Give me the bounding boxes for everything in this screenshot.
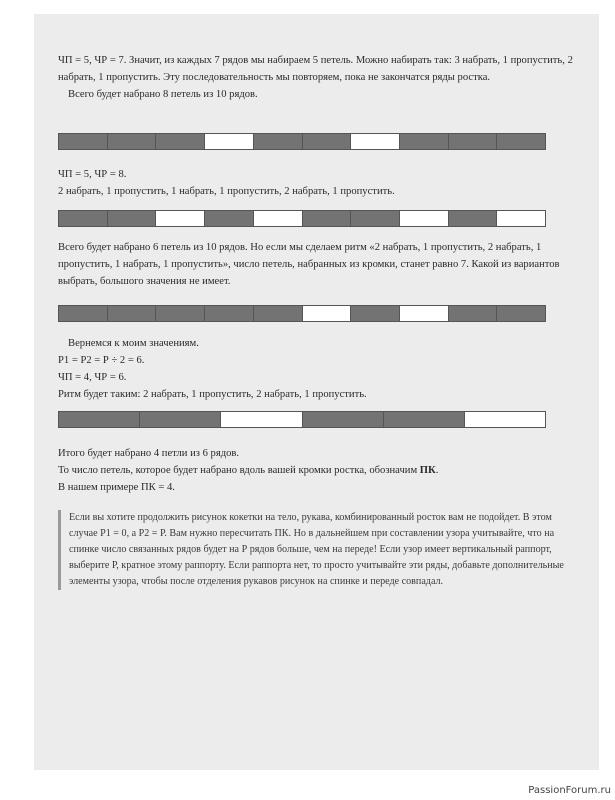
- picked-stitch-cell: [59, 412, 140, 427]
- skipped-stitch-cell: [303, 306, 352, 321]
- picked-stitch-cell: [205, 306, 254, 321]
- section-5-text: То число петель, которое будет набрано вдоль вашей кромки ростка, обозначим: [58, 465, 420, 476]
- picked-stitch-cell: [156, 134, 205, 149]
- section-4-line-3: ЧП = 4, ЧР = 6.: [58, 372, 127, 383]
- picked-stitch-cell: [449, 211, 498, 226]
- picked-stitch-cell: [497, 306, 545, 321]
- skipped-stitch-cell: [497, 211, 545, 226]
- picked-stitch-cell: [449, 306, 498, 321]
- intro-block: [58, 52, 578, 103]
- section-4: [58, 335, 578, 403]
- picked-stitch-cell: [303, 412, 384, 427]
- row-strip-1: [58, 133, 546, 150]
- picked-stitch-cell: [59, 211, 108, 226]
- picked-stitch-cell: [59, 306, 108, 321]
- section-5-line-3: В нашем примере ПК = 4.: [58, 482, 175, 493]
- skipped-stitch-cell: [351, 134, 400, 149]
- picked-stitch-cell: [254, 306, 303, 321]
- picked-stitch-cell: [351, 211, 400, 226]
- section-2-line-1: ЧП = 5, ЧР = 8.: [58, 169, 127, 180]
- section-4-line-4: Ритм будет таким: 2 набрать, 1 пропустить, 2 набрать, 1 пропустить.: [58, 389, 367, 400]
- section-5-line-1: Итого будет набрано 4 петли из 6 рядов.: [58, 448, 240, 459]
- picked-stitch-cell: [140, 412, 221, 427]
- note-text: Если вы хотите продолжить рисунок кокетки на тело, рукава, комбинированный росток вам не подойдет. В этом случае Р1 = 0, а Р2 = Р. Вам нужно пересчитать ПК. Но в дальнейшем при составлении узора учитывайте, что на спинке число связанных рядов будет на Р рядов больше, чем на переде! Если узор имеет вертикальный раппорт, выберите Р, кратное этому раппорту. Если раппорта нет, то просто учитывайте эти ряды, добавьте дополнительные элементы узора, чтобы после отделения рукавов рисунок на спинке и переде совпадал.: [69, 512, 564, 587]
- section-5: [58, 445, 578, 496]
- picked-stitch-cell: [156, 306, 205, 321]
- picked-stitch-cell: [303, 211, 352, 226]
- picked-stitch-cell: [59, 134, 108, 149]
- skipped-stitch-cell: [221, 412, 302, 427]
- picked-stitch-cell: [384, 412, 465, 427]
- picked-stitch-cell: [108, 306, 157, 321]
- section-4-line-1: Вернемся к моим значениям.: [68, 338, 199, 349]
- picked-stitch-cell: [205, 211, 254, 226]
- picked-stitch-cell: [400, 134, 449, 149]
- section-5-period: .: [435, 465, 439, 476]
- skipped-stitch-cell: [205, 134, 254, 149]
- picked-stitch-cell: [351, 306, 400, 321]
- section-3-paragraph: Всего будет набрано 6 петель из 10 рядов. Но если мы сделаем ритм «2 набрать, 1 пропустить, 2 набрать, 1 пропустить, 1 набрать, 1 пропустить», число петель, набранных из кромки, станет равно 7. Какой из вариантов выбрать, большого значения не имеет.: [58, 242, 560, 287]
- page: [34, 14, 599, 770]
- row-strip-4: [58, 411, 546, 428]
- section-4-line-2: Р1 = Р2 = Р ÷ 2 = 6.: [58, 355, 145, 366]
- watermark: PassionForum.ru: [528, 785, 611, 796]
- picked-stitch-cell: [303, 134, 352, 149]
- intro-total: Всего будет набрано 8 петель из 10 рядов.: [68, 89, 258, 100]
- skipped-stitch-cell: [465, 412, 545, 427]
- skipped-stitch-cell: [156, 211, 205, 226]
- picked-stitch-cell: [497, 134, 545, 149]
- row-strip-2: [58, 210, 546, 227]
- picked-stitch-cell: [254, 134, 303, 149]
- skipped-stitch-cell: [400, 306, 449, 321]
- row-strip-3: [58, 305, 546, 322]
- intro-paragraph: ЧП = 5, ЧР = 7. Значит, из каждых 7 рядов мы набираем 5 петель. Можно набирать так: 3 набрать, 1 пропустить, 2 набрать, 1 пропустить. Эту последовательность мы повторяем, пока не закончатся ряды ростка.: [58, 55, 573, 83]
- section-2-line-2: 2 набрать, 1 пропустить, 1 набрать, 1 пропустить, 2 набрать, 1 пропустить.: [58, 186, 395, 197]
- section-3: [58, 239, 578, 290]
- note-callout: [58, 510, 569, 590]
- pk-label: ПК: [419, 465, 436, 476]
- picked-stitch-cell: [449, 134, 498, 149]
- section-5-line-2: [58, 462, 578, 479]
- section-2: [58, 166, 578, 200]
- picked-stitch-cell: [108, 211, 157, 226]
- skipped-stitch-cell: [254, 211, 303, 226]
- skipped-stitch-cell: [400, 211, 449, 226]
- picked-stitch-cell: [108, 134, 157, 149]
